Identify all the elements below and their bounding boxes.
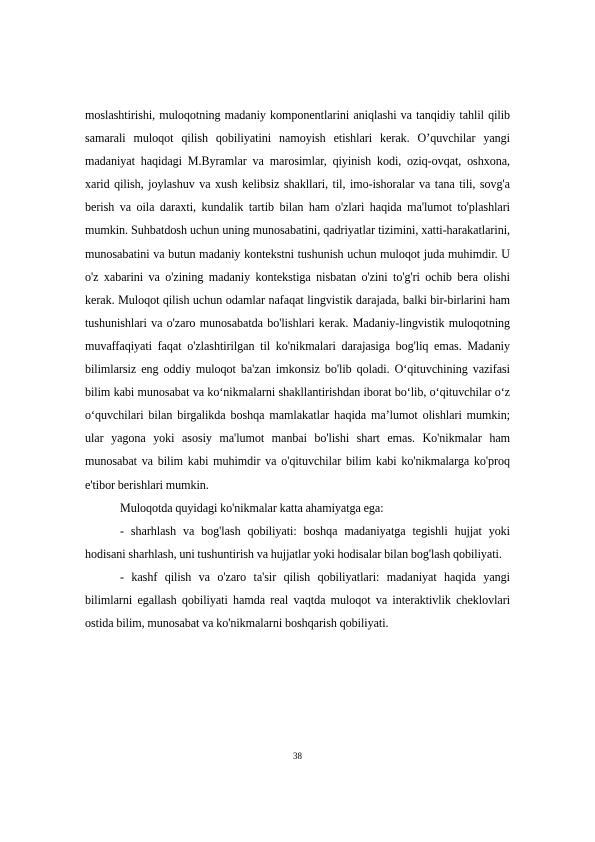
page-body [85, 104, 510, 635]
list-item-discovery-skill: - kashf qilish va o'zaro ta'sir qilish qobiliyatlari: madaniyat haqida yangi bilimlarni egallash qobiliyati hamda real vaqtda muloqot va interaktivlik cheklovlari ostida bilim, munosabat va ko'nikmalarni boshqarish qobiliyati. [85, 569, 510, 631]
page-number: 38 [293, 751, 302, 761]
paragraph-skills-intro: Muloqotda quyidagi ko'nikmalar katta ahamiyatga ega: [120, 500, 384, 515]
list-item-interpreting-skill: - sharhlash va bog'lash qobiliyati: boshqa madaniyatga tegishli hujjat yoki hodisani sharhlash, uni tushuntirish va hujjatlar yoki hodisalar bilan bog'lash qobiliyati. [85, 523, 510, 561]
paragraph-continuation: moslashtirishi, muloqotning madaniy komponentlarini aniqlashi va tanqidiy tahlil qilib samarali muloqot qilish qobiliyatini namoyish etishlari kerak. O’quvchilar yangi madaniyat haqidagi M.Byramlar va marosimlar, qiyinish kodi, oziq-ovqat, oshxona, xarid qilish, joylashuv va xush kelibsiz shakllari, til, imo-ishoralar va tana tili, sovg'a berish va oila daraxti, kundalik tartib bilan ham o'zlari haqida ma'lumot to'plashlari mumkin. Suhbatdosh uchun uning munosabatini, qadriyatlar tizimini, xatti-harakatlarini, munosabatini va butun madaniy kontekstni tushunish uchun muloqot juda muhimdir. U o'z xabarini va o'zining madaniy kontekstiga nisbatan o'zini to'g'ri ochib bera olishi kerak. Muloqot qilish uchun odamlar nafaqat lingvistik darajada, balki bir-birlarini ham tushunishlari va o'zaro munosabatda bo'lishlari kerak. Madaniy-lingvistik muloqotning muvaffaqiyati faqat o'zlashtirilgan til ko'nikmalari darajasiga bog'liq emas. Madaniy bilimlarsiz eng oddiy muloqot ba'zan imkonsiz bo'lib qoladi. O‘qituvchining vazifasi bilim kabi munosabat va ko‘nikmalarni shakllantirishdan iborat bo‘lib, o‘qituvchilar o‘z o‘quvchilari bilan birgalikda boshqa mamlakatlar haqida ma’lumot olishlari mumkin; ular yagona yoki asosiy ma'lumot manbai bo'lishi shart emas. Ko'nikmalar ham munosabat va bilim kabi muhimdir va o'qituvchilar bilim kabi ko'nikmalarga ko'proq e'tibor berishlari mumkin. [85, 108, 510, 492]
